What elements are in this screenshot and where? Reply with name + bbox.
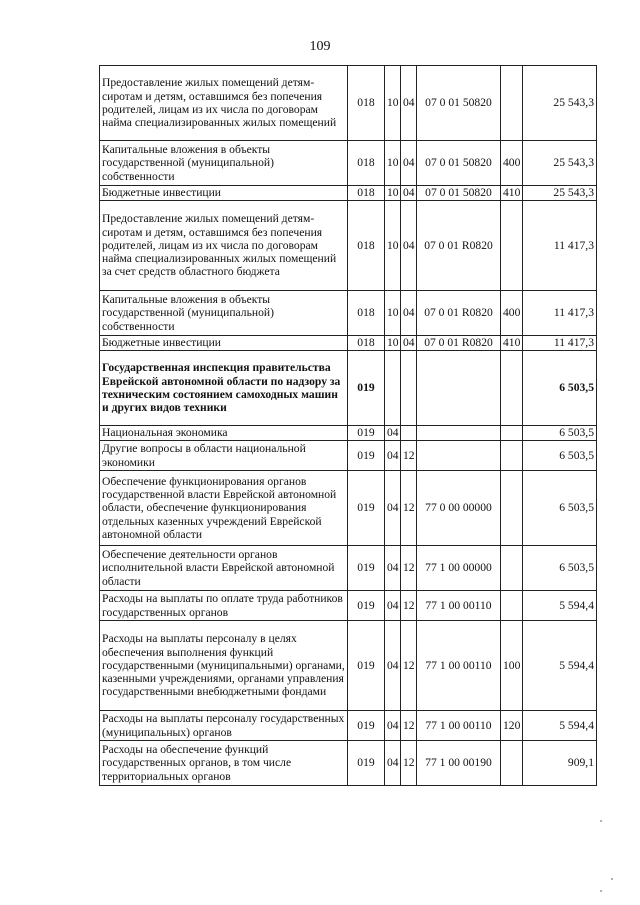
row-name: Обеспечение деятельности органов исполнительной власти Еврейской автономной области: [100, 546, 348, 591]
scan-speck: [600, 890, 602, 892]
pr-code: 04: [401, 186, 417, 201]
vr-code: [501, 471, 523, 546]
vr-code: 100: [501, 621, 523, 711]
ved-code: 018: [348, 336, 385, 351]
ved-code: 019: [348, 546, 385, 591]
row-name: Расходы на обеспечение функций государственных органов, в том числе территориальных органов: [100, 741, 348, 786]
row-name: Расходы на выплаты персоналу в целях обеспечения выполнения функций государственными (муниципальными) органами, казенными учреждениями, органами управления государственными внебюджетными фондами: [100, 621, 348, 711]
csr-code: 77 1 00 00000: [417, 546, 501, 591]
rz-code: 04: [385, 741, 401, 786]
ved-code: 018: [348, 186, 385, 201]
pr-code: 12: [401, 546, 417, 591]
rz-code: 04: [385, 441, 401, 471]
vr-code: [501, 426, 523, 441]
rz-code: 10: [385, 291, 401, 336]
rz-code: [385, 351, 401, 426]
csr-code: 77 0 00 00000: [417, 471, 501, 546]
ved-code: 018: [348, 291, 385, 336]
row-name: Расходы на выплаты персоналу государственных (муниципальных) органов: [100, 711, 348, 741]
ved-code: 019: [348, 351, 385, 426]
table-row: [100, 141, 597, 186]
rz-code: 10: [385, 66, 401, 141]
pr-code: [401, 351, 417, 426]
table-row: [100, 66, 597, 141]
ved-code: 019: [348, 711, 385, 741]
table-row: [100, 336, 597, 351]
vr-code: [501, 741, 523, 786]
rz-code: 10: [385, 336, 401, 351]
vr-code: [501, 351, 523, 426]
amount: 6 503,5: [523, 546, 597, 591]
csr-code: 77 1 00 00110: [417, 591, 501, 621]
csr-code: 77 1 00 00110: [417, 621, 501, 711]
amount: 5 594,4: [523, 621, 597, 711]
rz-code: 04: [385, 426, 401, 441]
amount: 25 543,3: [523, 66, 597, 141]
row-name: Обеспечение функционирования органов государственной власти Еврейской автономной области, обеспечение функционирования отдельных казенных учреждений Еврейской автономной области: [100, 471, 348, 546]
table-row: [100, 711, 597, 741]
csr-code: 07 0 01 R0820: [417, 291, 501, 336]
pr-code: 12: [401, 621, 417, 711]
table-row: [100, 591, 597, 621]
amount: 909,1: [523, 741, 597, 786]
vr-code: 400: [501, 141, 523, 186]
row-name: Капитальные вложения в объекты государственной (муниципальной) собственности: [100, 141, 348, 186]
rz-code: 04: [385, 591, 401, 621]
table-row: [100, 201, 597, 291]
ved-code: 019: [348, 741, 385, 786]
rz-code: 04: [385, 621, 401, 711]
csr-code: [417, 426, 501, 441]
csr-code: 07 0 01 50820: [417, 141, 501, 186]
table-row: [100, 546, 597, 591]
ved-code: 019: [348, 621, 385, 711]
ved-code: 018: [348, 201, 385, 291]
pr-code: [401, 426, 417, 441]
rz-code: 10: [385, 186, 401, 201]
row-name: Капитальные вложения в объекты государственной (муниципальной) собственности: [100, 291, 348, 336]
vr-code: [501, 591, 523, 621]
table-row: [100, 441, 597, 471]
amount: 5 594,4: [523, 591, 597, 621]
row-name: Государственная инспекция правительства Еврейской автономной области по надзору за техническим состоянием самоходных машин и других видов техники: [100, 351, 348, 426]
ved-code: 018: [348, 66, 385, 141]
amount: 11 417,3: [523, 291, 597, 336]
csr-code: [417, 441, 501, 471]
rz-code: 04: [385, 546, 401, 591]
ved-code: 019: [348, 471, 385, 546]
table-row: [100, 741, 597, 786]
table-row: [100, 621, 597, 711]
vr-code: [501, 66, 523, 141]
vr-code: 410: [501, 186, 523, 201]
table-body: [100, 66, 597, 786]
vr-code: [501, 441, 523, 471]
csr-code: 07 0 01 50820: [417, 186, 501, 201]
row-name: Бюджетные инвестиции: [100, 186, 348, 201]
pr-code: 12: [401, 471, 417, 546]
ved-code: 019: [348, 441, 385, 471]
scan-speck: [600, 820, 602, 822]
vr-code: 410: [501, 336, 523, 351]
pr-code: 12: [401, 591, 417, 621]
vr-code: 120: [501, 711, 523, 741]
amount: 6 503,5: [523, 351, 597, 426]
amount: 11 417,3: [523, 201, 597, 291]
amount: 6 503,5: [523, 471, 597, 546]
pr-code: 04: [401, 336, 417, 351]
row-name: Бюджетные инвестиции: [100, 336, 348, 351]
pr-code: 04: [401, 141, 417, 186]
pr-code: 04: [401, 66, 417, 141]
table-row: [100, 426, 597, 441]
ved-code: 018: [348, 141, 385, 186]
csr-code: 07 0 01 R0820: [417, 336, 501, 351]
row-name: Национальная экономика: [100, 426, 348, 441]
csr-code: [417, 351, 501, 426]
row-name: Предоставление жилых помещений детям-сиротам и детям, оставшимся без попечения родителей, лицам из их числа по договорам найма специализированных жилых помещений за счет средств областного бюджета: [100, 201, 348, 291]
amount: 25 543,3: [523, 186, 597, 201]
rz-code: 10: [385, 141, 401, 186]
page-number: 109: [309, 39, 331, 54]
pr-code: 04: [401, 291, 417, 336]
table-row: [100, 351, 597, 426]
amount: 25 543,3: [523, 141, 597, 186]
pr-code: 04: [401, 201, 417, 291]
vr-code: [501, 546, 523, 591]
scan-speck: [611, 878, 613, 880]
budget-table: [99, 65, 597, 786]
amount: 5 594,4: [523, 711, 597, 741]
rz-code: 10: [385, 201, 401, 291]
pr-code: 12: [401, 741, 417, 786]
amount: 6 503,5: [523, 426, 597, 441]
csr-code: 07 0 01 R0820: [417, 201, 501, 291]
vr-code: 400: [501, 291, 523, 336]
csr-code: 07 0 01 50820: [417, 66, 501, 141]
vr-code: [501, 201, 523, 291]
amount: 6 503,5: [523, 441, 597, 471]
row-name: Другие вопросы в области национальной экономики: [100, 441, 348, 471]
table-row: [100, 471, 597, 546]
row-name: Расходы на выплаты по оплате труда работников государственных органов: [100, 591, 348, 621]
amount: 11 417,3: [523, 336, 597, 351]
pr-code: 12: [401, 711, 417, 741]
pr-code: 12: [401, 441, 417, 471]
rz-code: 04: [385, 711, 401, 741]
csr-code: 77 1 00 00110: [417, 711, 501, 741]
ved-code: 019: [348, 591, 385, 621]
table-row: [100, 291, 597, 336]
rz-code: 04: [385, 471, 401, 546]
ved-code: 019: [348, 426, 385, 441]
table-row: [100, 186, 597, 201]
csr-code: 77 1 00 00190: [417, 741, 501, 786]
row-name: Предоставление жилых помещений детям-сиротам и детям, оставшимся без попечения родителей, лицам из их числа по договорам найма специализированных жилых помещений: [100, 66, 348, 141]
